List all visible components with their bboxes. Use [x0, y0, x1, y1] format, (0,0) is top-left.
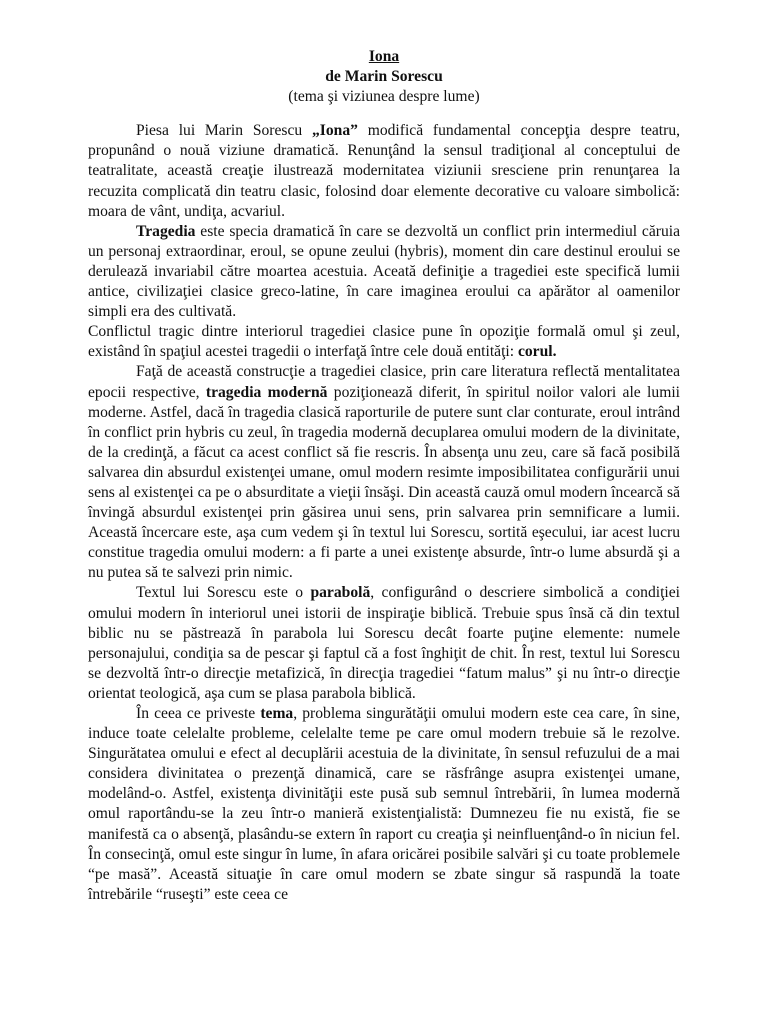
paragraph-tema: În ceea ce priveste tema, problema singurătăţii omului modern este cea care, în sine, induce toate celelalte probleme, celelalte teme pe care omul modern trebuie să le rezolve. Singurătatea omului e efect al decuplării acestuia de la divinitate, în sensul refuzului de a mai considera divinitatea o prezenţă dinamică, care se răsfrânge asupra existenţei umane, modelând-o. Astfel, existenţa divinităţii este pusă sub semnul întrebării, în lumea modernă omul raportându-se la zeu într-o manieră existenţialistă: Dumnezeu fie nu există, fie se manifestă ca o absenţă, plasându-se extern în raport cu creaţia şi neinfluenţând-o în niciun fel. În consecinţă, omul este singur în lume, în afara oricărei posibile salvări şi cu toate problemele “pe masă”. Această situaţie în care omul modern se zbate singur să raspundă la toate întrebările “ruseşti” este ceea ce	[88, 705, 680, 903]
paragraph-intro: Piesa lui Marin Sorescu „Iona” modifică fundamental concepţia despre teatru, propunând o nouă viziune dramatică. Renunţând la sensul tradiţional al conceptului de teatralitate, această creaţie ilustrează modernitatea viziunii sresciene prin renunţarea la recuzita complicată din teatru clasic, folosind doar elemente decorative cu valoare simbolică: moara de vânt, undiţa, acvariul.	[88, 122, 681, 220]
document-subtitle: (tema şi viziunea despre lume)	[288, 88, 480, 106]
term-corul: corul.	[517, 343, 557, 361]
term-tragedia: Tragedia	[136, 222, 196, 240]
paragraph-conflict: Conflictul tragic dintre interiorul tragediei clasice pune în opoziţie formală omul şi zeul, existând în spaţiul acestei tragedii o interfaţă între cele două entităţi: corul.	[88, 323, 680, 361]
document-author: de Marin Sorescu	[325, 68, 443, 86]
paragraph-tragedia: Tragedia este specia dramatică în care se dezvoltă un conflict prin intermediul căruia un personaj extraordinar, eroul, se opune zeului (hybris), moment din care destinul eroului se derulează invariabil către moartea acestuia. Aceată definiţie a tragediei este specifică lumii antice, civilizaţiei clasice greco-latine, în care imaginea eroului ca apărător al oamenilor simpli era des cultivată.	[88, 222, 680, 321]
term-tragedia-moderna: tragedia modernă	[205, 383, 328, 401]
title-block	[88, 47, 680, 107]
paragraph-parabola: Textul lui Sorescu este o parabolă, configurând o descriere simbolică a condiţiei omului modern în interiorul unei istorii de inspiraţie biblică. Trebuie spus însă că din textul biblic nu se păstrează în parabola lui Sorescu decât foarte puţine elemente: numele personajului, condiţia sa de pescar şi faptul că a fost înghiţit de chit. În rest, textul lui Sorescu se dezvoltă într-o direcţie metafizică, în direcţia tragediei “fatum malus” şi nu într-o direcţie orientat teologică, aşa cum se plasa parabola biblică.	[88, 584, 681, 702]
document-title: Iona	[368, 48, 400, 65]
term-tema: tema	[260, 705, 294, 722]
play-title-inline: „Iona”	[311, 122, 358, 140]
document-body	[88, 47, 680, 905]
term-parabola: parabolă	[310, 584, 371, 602]
paragraph-tragedia-moderna: Faţă de această construcţie a tragediei clasice, prin care literatura reflectă mentalitatea epocii respective, tragedia modernă poziţionează diferit, în spiritul noilor valori ale lumii moderne. Astfel, dacă în tragedia clasică raporturile de putere sunt clar conturate, eroul intrând în conflict prin hybris cu zeul, în tragedia modernă decuplarea omului modern de la divinitate, de la credinţă, a făcut ca acest conflict să fie rescris. În absenţa unu zeu, care să facă posibilă salvarea din absurdul existenţei umane, omul modern resimte imposibilitatea configurării unui sens al existenţei ca pe o absurditate a vieţii însăşi. Din această cauză omul modern încearcă să învingă absurdul existenţei prin găsirea unui sens, prin salvarea prin semnificare a lumii. Această încercare este, aşa cum vedem şi în textul lui Sorescu, sortită eşecului, iar acest lucru constitue tragedia omului modern: a fi parte a unei existenţe absurde, într-o lume absurdă şi a nu putea să te salvezi prin nimic.	[88, 363, 680, 582]
